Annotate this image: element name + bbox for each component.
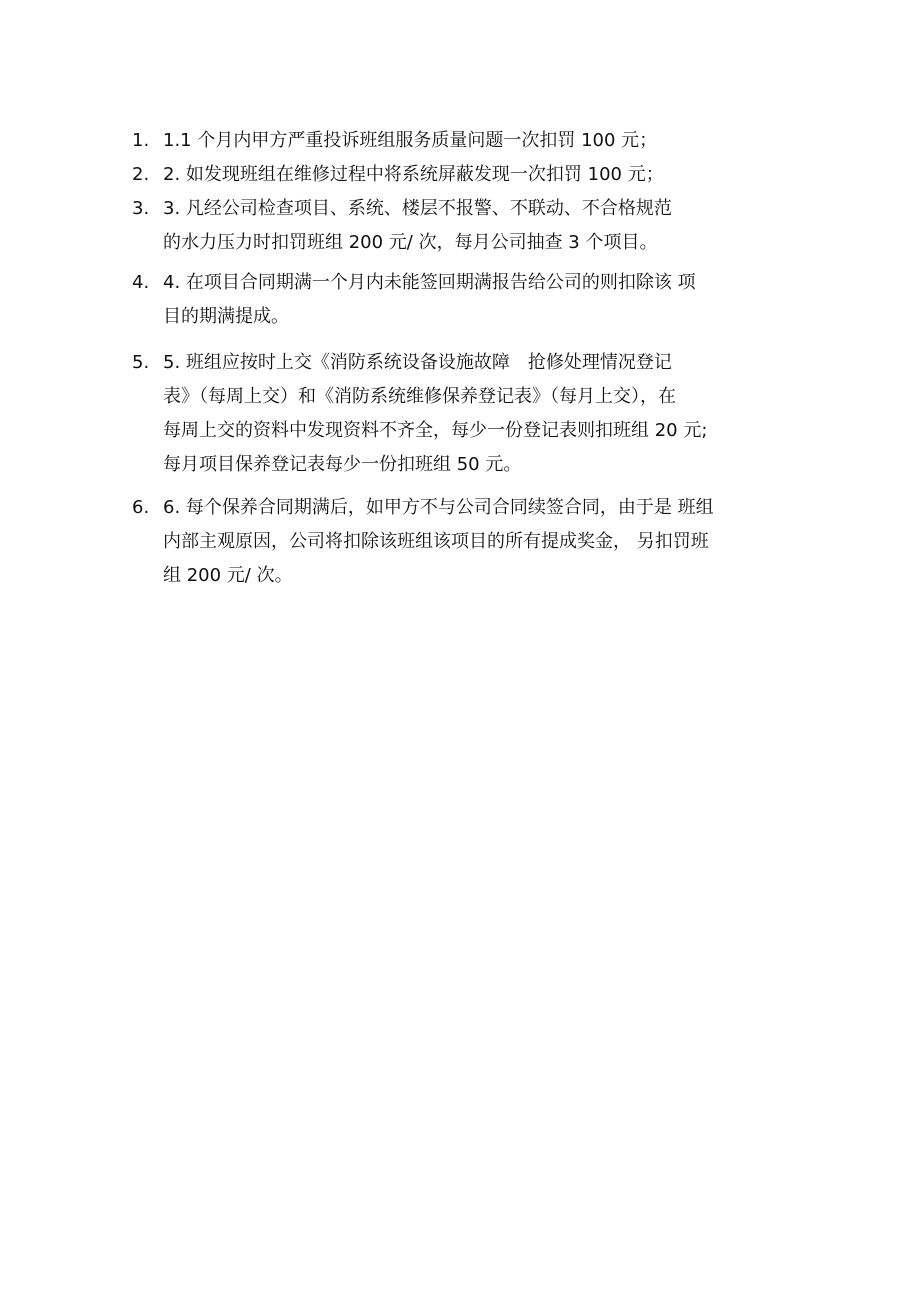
- item-number: 5.: [132, 352, 150, 373]
- item-text-line: 每月项目保养登记表每少一份扣班组 50 元。: [163, 454, 522, 475]
- item-number: 2.: [132, 164, 150, 185]
- list-item: [132, 124, 812, 158]
- item-text-line: 内部主观原因，公司将扣除该班组该项目的所有提成奖金， 另扣罚班: [163, 531, 709, 552]
- list-item: [132, 192, 812, 260]
- item-text-line: 的水力压力时扣罚班组 200 元/ 次，每月公司抽查 3 个项目。: [163, 232, 658, 253]
- item-number: 6.: [132, 497, 150, 518]
- item-text-line: 4. 在项目合同期满一个月内未能签回期满报告给公司的则扣除该 项: [163, 272, 696, 293]
- item-text-line: 每周上交的资料中发现资料不齐全，每少一份登记表则扣班组 20 元;: [163, 420, 708, 441]
- item-text-line: 5. 班组应按时上交《消防系统设备设施故障 抢修处理情况登记: [163, 352, 672, 373]
- item-text-line: 1.1 个月内甲方严重投诉班组服务质量问题一次扣罚 100 元；: [163, 130, 658, 151]
- list-item: [132, 491, 812, 593]
- list-item: [132, 266, 812, 334]
- rules-list: [132, 124, 812, 593]
- item-text-line: 3. 凡经公司检查项目、系统、楼层不报警、不联动、不合格规范: [163, 198, 672, 219]
- list-item: [132, 158, 812, 192]
- item-number: 1.: [132, 130, 150, 151]
- item-text-line: 6. 每个保养合同期满后，如甲方不与公司合同续签合同，由于是 班组: [163, 497, 714, 518]
- item-text-line: 组 200 元/ 次。: [163, 565, 293, 586]
- item-text-line: 目的期满提成。: [163, 306, 289, 327]
- item-number: 3.: [132, 198, 150, 219]
- list-item: [132, 346, 812, 482]
- item-text-line: 2. 如发现班组在维修过程中将系统屏蔽发现一次扣罚 100 元；: [163, 164, 664, 185]
- item-number: 4.: [132, 272, 150, 293]
- item-text-line: 表》（每周上交）和《消防系统维修保养登记表》（每月上交），在: [163, 386, 676, 407]
